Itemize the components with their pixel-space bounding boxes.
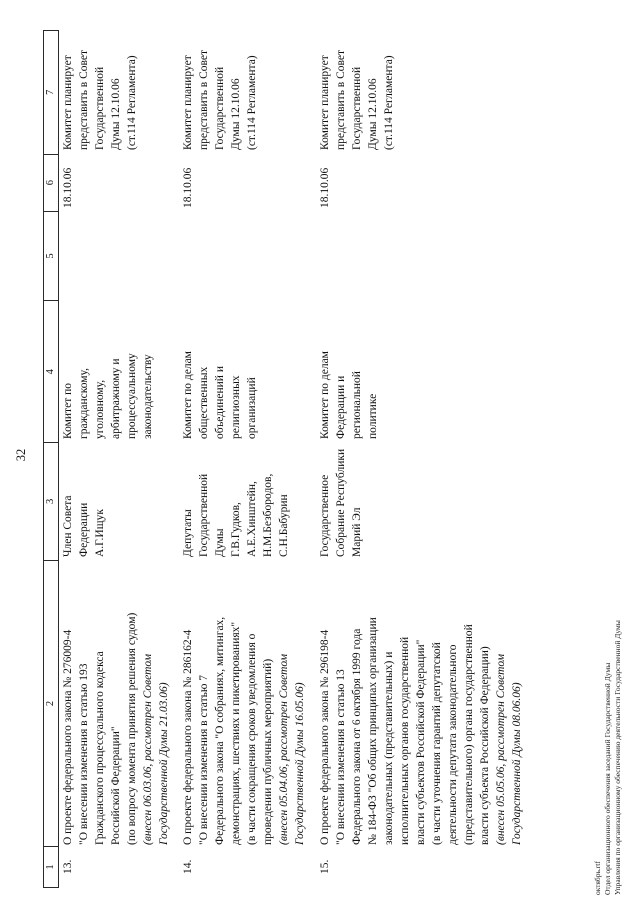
initiator-line: Н.М.Безбородов, [262,473,274,557]
row-number-line: 14. [182,859,194,874]
committee-plan-line: Думы 12.10.06 [110,78,122,150]
law-title-line: Государственной Думы 21.03.06) [158,682,170,845]
responsible-committee-line: Комитет по [62,383,74,439]
initiator-line: Думы [214,528,226,557]
law-title-line: Государственной Думы 08.06.06) [511,682,523,845]
law-title-line: (в части сокращения сроков уведомления о [246,633,258,845]
committee-plan-line: Государственной [214,66,226,150]
initiator [60,495,108,557]
initiator-line: Федерации [78,502,90,557]
initiator-line: Член Совета [62,495,74,557]
law-title-line: деятельности депутата законодательного [447,644,459,845]
committee-plan-line: представить в Совет [78,49,90,150]
committee-plan-line: (ст.114 Регламента) [126,55,138,150]
law-title-line: Федерального закона от 6 октября 1999 года [351,628,363,845]
responsible-committee-line: законодательству [142,354,154,439]
responsible-committee-line: объединений и [214,366,226,439]
law-title-line: Государственной Думы 16.05.06) [294,682,306,845]
planned-date [317,168,333,208]
law-title [60,613,172,845]
law-title-line: "О внесении изменения в статью 13 [335,669,347,845]
committee-plan-line: Думы 12.10.06 [230,78,242,150]
law-title-line: (внесен 05.04.06, рассмотрен Советом [278,653,290,845]
planned-date-line: 18.10.06 [182,167,194,208]
responsible-committee-line: общественных [198,366,210,439]
planned-date [180,168,196,208]
law-title-line: демонстрациях, шествиях и пикетированиях" [230,621,242,845]
footer-department: Отдел организационного обеспечения заседаний Государственной Думы [602,662,612,895]
table-header-row [43,30,59,888]
table-header-cell-4: 4 [44,300,58,442]
planned-date-line: 18.10.06 [62,167,74,208]
row-number-line: 15. [319,859,331,874]
initiator-line: А.Г.Ищук [94,509,106,557]
committee-plan-line: Комитет планирует [62,55,74,150]
law-title-line: власти субъекта Российской Федерации) [479,646,491,845]
responsible-committee [60,353,156,439]
law-title [317,617,525,845]
table-header-cell-7: 7 [45,89,56,95]
committee-plan-line: Государственной [351,66,363,150]
law-title-line: О проекте федерального закона № 276009-4 [62,629,74,845]
table-header-cell-3: 3 [44,442,58,560]
law-title [180,617,308,845]
table-header-cell-5: 5 [44,211,58,301]
initiator-line: Собрание Республики [335,448,347,557]
responsible-committee [180,351,260,439]
law-title-line: Российской Федерации" [110,726,122,845]
initiator-line: С.Н.Бабурин [278,494,290,557]
document-footer [593,620,622,895]
table-header-cell-1: 1 [44,846,58,887]
law-title-line: исполнительных органов государственной [399,636,411,845]
page-number: 32 [14,448,28,462]
committee-plan [60,50,140,150]
law-title-line: (внесен 05.05.06, рассмотрен Советом [495,653,507,845]
responsible-committee [317,351,381,439]
responsible-committee-line: уголовному, [94,379,106,439]
initiator [180,474,292,557]
row-number [180,860,196,874]
law-title-line: (внесен 06.03.06, рассмотрен Советом [142,653,154,845]
law-title-line: "О внесении изменения в статью 193 [78,663,90,845]
responsible-committee-line: процессуальному [126,353,138,439]
responsible-committee-line: Федерации и [335,375,347,439]
initiator-line: Депутаты [182,509,194,557]
responsible-committee-line: региональной [351,371,363,439]
law-title-line: власти субъектов Российской Федерации" [415,639,427,845]
initiator-line: Марий Эл [351,507,363,557]
committee-plan-line: (ст.114 Регламента) [246,55,258,150]
committee-plan-line: Комитет планирует [319,55,331,150]
committee-plan-line: представить в Совет [198,49,210,150]
table-header-cell-6: 6 [44,154,58,211]
law-title-line: О проекте федерального закона № 286162-4 [182,629,194,845]
responsible-committee-line: религиозных [230,375,242,439]
law-title-line: (представительного) органа государственной [463,624,475,845]
law-title-line: законодательных (представительных) и [383,651,395,845]
responsible-committee-line: Комитет по делам [319,351,331,439]
law-title-line: (в части уточнения гарантий депутатской [431,642,443,845]
law-title-line: № 184-ФЗ "Об общих принципах организации [367,617,379,845]
initiator-line: А.Е.Хинштейн, [246,481,258,557]
initiator-line: Г.В.Гудков, [230,502,242,557]
table-header-cell-2: 2 [44,560,58,846]
committee-plan-line: (ст.114 Регламента) [383,55,395,150]
planned-date [60,168,76,208]
committee-plan-line: Думы 12.10.06 [367,78,379,150]
responsible-committee-line: организаций [246,377,258,439]
law-title-line: Гражданского процессуального кодекса [94,651,106,845]
committee-plan [317,50,397,150]
committee-plan-line: представить в Совет [335,49,347,150]
committee-plan [180,50,260,150]
law-title-line: "О внесении изменения в статью 7 [198,674,210,845]
responsible-committee-line: арбитражному и [110,358,122,439]
law-title-line: проведении публичных мероприятий) [262,658,274,845]
row-number [317,860,333,874]
responsible-committee-line: Комитет по делам [182,351,194,439]
initiator-line: Государственное [319,474,331,557]
law-title-line: О проекте федерального закона № 296198-4 [319,629,331,845]
initiator-line: Государственной [198,473,210,557]
footer-directorate: Управления по организационному обеспечению деятельности Государственной Думы [612,620,622,895]
responsible-committee-line: политике [367,393,379,439]
row-number [60,860,76,874]
initiator [317,449,365,557]
responsible-committee-line: гражданскому, [78,367,90,439]
footer-filename: октябрь.rtf [593,861,602,895]
committee-plan-line: Государственной [94,66,106,150]
law-title-line: Федерального закона "О собраниях, митингах, [214,616,226,845]
committee-plan-line: Комитет планирует [182,55,194,150]
planned-date-line: 18.10.06 [319,167,331,208]
law-title-line: (по вопросу момента принятия решения судом) [126,612,138,845]
row-number-line: 13. [62,859,74,874]
